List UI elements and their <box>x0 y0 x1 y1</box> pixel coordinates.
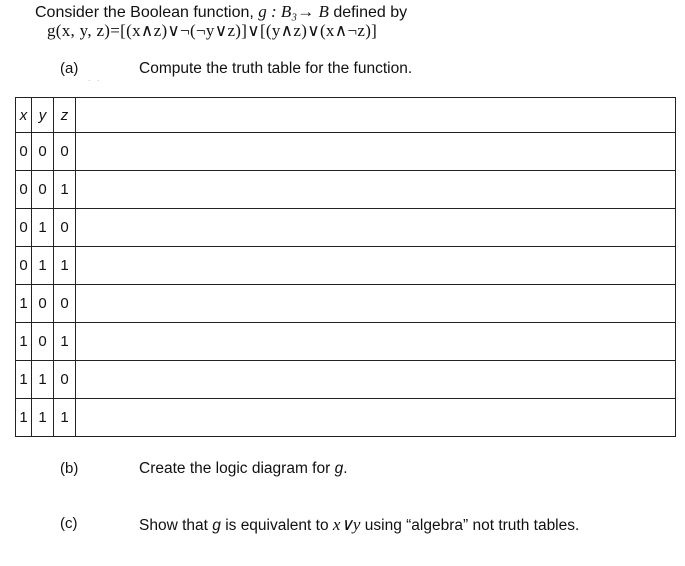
part-a-text: Compute the truth table for the function. <box>139 60 413 77</box>
part-c-label: (c) <box>60 515 78 532</box>
part-c-mid: is equivalent to <box>225 517 329 534</box>
table-row <box>16 247 676 285</box>
cell-x: 0 <box>16 133 32 171</box>
truth-table-header-row <box>16 98 676 133</box>
part-b-var: g <box>334 460 344 477</box>
cell-y: 1 <box>32 399 54 437</box>
cell-z: 1 <box>54 247 76 285</box>
cell-x: 1 <box>16 361 32 399</box>
header-output <box>76 98 676 133</box>
cell-y: 0 <box>32 323 54 361</box>
cell-y: 1 <box>32 209 54 247</box>
cell-x: 1 <box>16 323 32 361</box>
cell-output[interactable] <box>76 323 676 361</box>
part-b-label: (b) <box>60 460 79 477</box>
cell-x: 0 <box>16 247 32 285</box>
part-c-text <box>139 515 579 535</box>
intro-prefix: Consider the Boolean function, <box>35 4 254 21</box>
table-row <box>16 209 676 247</box>
table-row <box>16 399 676 437</box>
table-row <box>16 323 676 361</box>
intro-suffix: defined by <box>333 4 408 21</box>
table-row <box>16 361 676 399</box>
cell-output[interactable] <box>76 399 676 437</box>
part-b-text <box>139 460 348 478</box>
cell-output[interactable] <box>76 247 676 285</box>
cell-x: 0 <box>16 171 32 209</box>
cell-output[interactable] <box>76 133 676 171</box>
cell-z: 0 <box>54 209 76 247</box>
header-x: x <box>16 98 32 133</box>
part-c-var: g <box>212 517 221 534</box>
cell-output[interactable] <box>76 171 676 209</box>
part-c-pre: Show that <box>139 517 208 534</box>
cell-z: 0 <box>54 285 76 323</box>
cell-z: 0 <box>54 133 76 171</box>
cell-x: 0 <box>16 209 32 247</box>
truth-table <box>15 97 676 437</box>
table-row <box>16 171 676 209</box>
table-row <box>16 285 676 323</box>
part-c-post: using “algebra” not truth tables. <box>364 517 580 534</box>
function-signature: g : B₃→ B <box>258 2 329 21</box>
cell-z: 1 <box>54 323 76 361</box>
table-row <box>16 133 676 171</box>
cell-x: 1 <box>16 285 32 323</box>
cell-y: 1 <box>32 247 54 285</box>
cell-output[interactable] <box>76 209 676 247</box>
header-z: z <box>54 98 76 133</box>
cell-y: 1 <box>32 361 54 399</box>
cell-output[interactable] <box>76 285 676 323</box>
header-y: y <box>32 98 54 133</box>
part-c-expression: x∨y <box>332 515 361 534</box>
cell-z: 0 <box>54 361 76 399</box>
decorative-dots: . . <box>88 73 102 83</box>
cell-z: 1 <box>54 399 76 437</box>
part-b-post: . <box>343 460 348 477</box>
part-a-label: (a) <box>60 60 79 77</box>
problem-intro <box>35 2 407 22</box>
function-formula: g(x, y, z)=[(x∧z)∨¬(¬y∨z)]∨[(y∧z)∨(x∧¬z)] <box>47 21 378 40</box>
cell-y: 0 <box>32 171 54 209</box>
cell-output[interactable] <box>76 361 676 399</box>
cell-y: 0 <box>32 133 54 171</box>
cell-y: 0 <box>32 285 54 323</box>
cell-z: 1 <box>54 171 76 209</box>
cell-x: 1 <box>16 399 32 437</box>
part-b-pre: Create the logic diagram for <box>139 460 331 477</box>
